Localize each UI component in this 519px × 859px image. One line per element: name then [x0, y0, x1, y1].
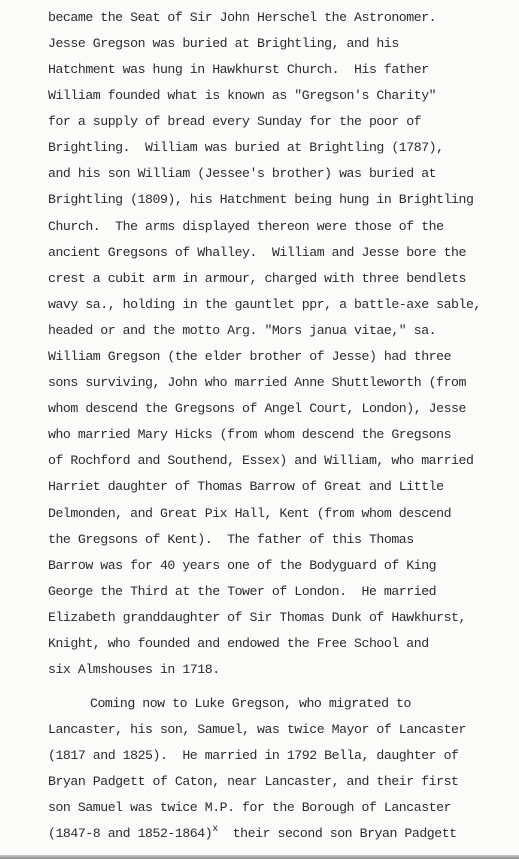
- text-line: Delmonden, and Great Pix Hall, Kent (from whom descend: [48, 506, 452, 521]
- text-line-last: [48, 826, 457, 844]
- text-line-indented: Coming now to Luke Gregson, who migrated to: [90, 696, 411, 711]
- text-line: (1817 and 1825). He married in 1792 Bella, daughter of: [48, 748, 459, 763]
- text-line: for a supply of bread every Sunday for the poor of: [48, 114, 422, 129]
- text-line: Knight, who founded and endowed the Free School and: [48, 636, 429, 651]
- text-line: Church. The arms displayed thereon were those of the: [48, 219, 444, 234]
- text-line: William Gregson (the elder brother of Jesse) had three: [48, 349, 452, 364]
- text-line: Barrow was for 40 years one of the Bodyguard of King: [48, 558, 437, 573]
- text-line: Elizabeth granddaughter of Sir Thomas Dunk of Hawkhurst,: [48, 610, 466, 625]
- text-line-last-start: (1847-8 and 1852-1864): [48, 826, 213, 841]
- text-line: crest a cubit arm in armour, charged with three bendlets: [48, 271, 466, 286]
- text-line-last-end: [218, 826, 233, 841]
- text-line: six Almshouses in 1718.: [48, 662, 220, 677]
- text-line: Brightling (1809), his Hatchment being hung in Brightling: [48, 192, 474, 207]
- text-line: the Gregsons of Kent). The father of this Thomas: [48, 532, 414, 547]
- text-line: sons surviving, John who married Anne Shuttleworth (from: [48, 375, 466, 390]
- text-line: George the Third at the Tower of London. He married: [48, 584, 437, 599]
- text-line: wavy sa., holding in the gauntlet ppr, a battle-axe sable,: [48, 297, 481, 312]
- text-line: headed or and the motto Arg. "Mors janua vitae," sa.: [48, 323, 437, 338]
- text-line: Jesse Gregson was buried at Brightling, and his: [48, 36, 399, 51]
- page-bottom-edge: [0, 855, 519, 859]
- text-line: Lancaster, his son, Samuel, was twice Mayor of Lancaster: [48, 722, 466, 737]
- text-line: William founded what is known as "Gregson's Charity": [48, 88, 437, 103]
- text-line: of Rochford and Southend, Essex) and William, who married: [48, 453, 474, 468]
- text-line: Harriet daughter of Thomas Barrow of Great and Little: [48, 479, 444, 494]
- text-line: and his son William (Jessee's brother) was buried at: [48, 166, 437, 181]
- text-line-last-tail: their second son Bryan Padgett: [232, 826, 457, 841]
- text-line: Bryan Padgett of Caton, near Lancaster, and their first: [48, 774, 459, 789]
- text-line: whom descend the Gregsons of Angel Court, London), Jesse: [48, 401, 466, 416]
- text-line: son Samuel was twice M.P. for the Borough of Lancaster: [48, 800, 452, 815]
- text-line: ancient Gregsons of Whalley. William and Jesse bore the: [48, 245, 466, 260]
- text-line: who married Mary Hicks (from whom descend the Gregsons: [48, 427, 452, 442]
- text-line: became the Seat of Sir John Herschel the Astronomer.: [48, 10, 437, 25]
- text-line: Hatchment was hung in Hawkhurst Church. His father: [48, 62, 429, 77]
- footnote-mark: x: [212, 824, 218, 835]
- text-line: Brightling. William was buried at Brightling (1787),: [48, 140, 444, 155]
